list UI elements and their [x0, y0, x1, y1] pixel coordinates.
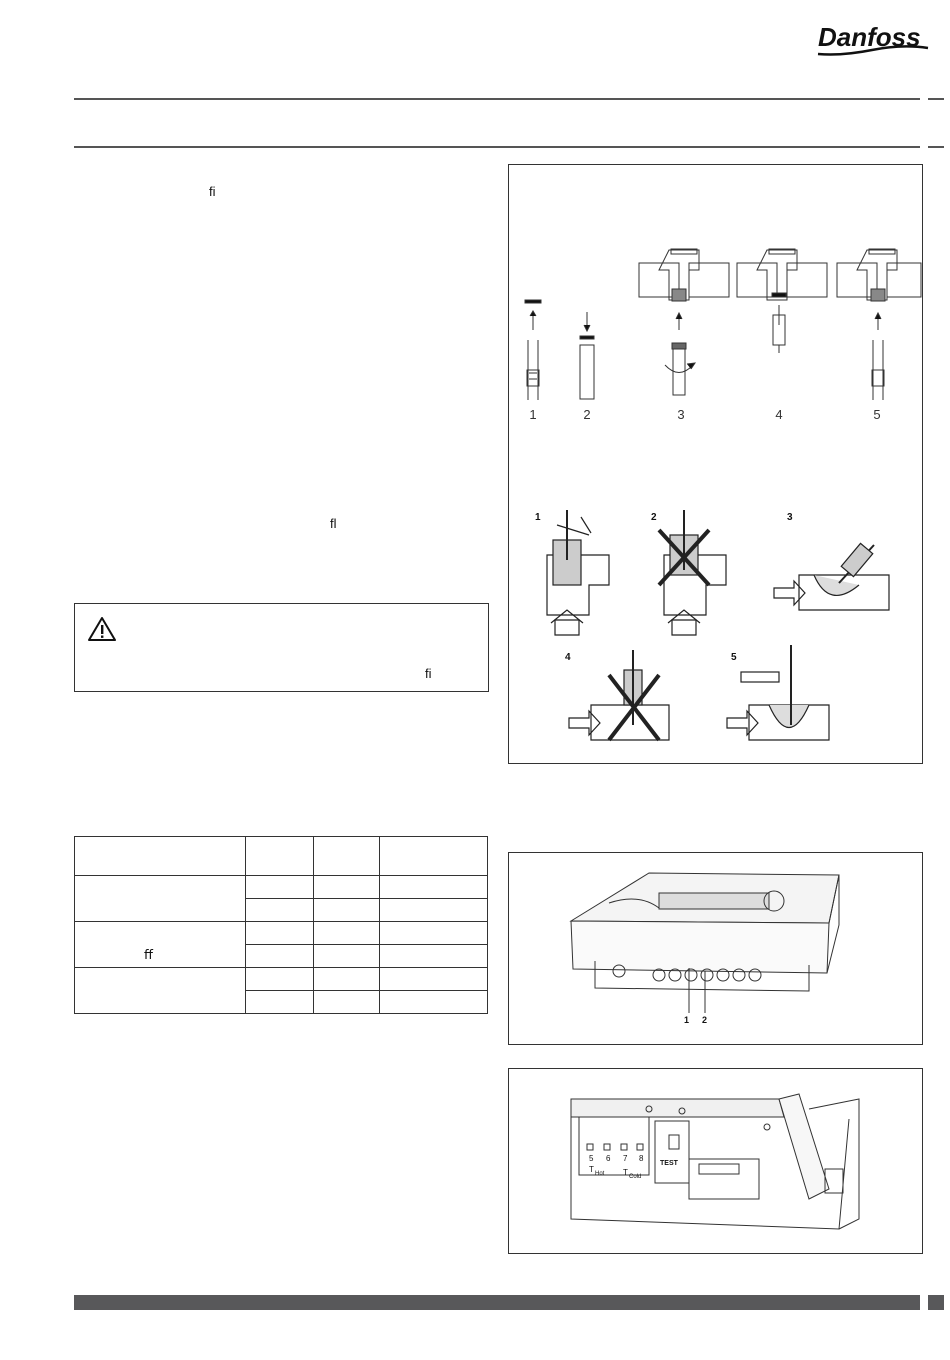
position-label: 3	[787, 512, 793, 523]
warning-triangle-icon	[87, 616, 117, 642]
label-t-hot-sub: Hot	[595, 1171, 605, 1177]
sensor-installation-drawing	[509, 165, 922, 763]
figure-sensor-installation	[508, 164, 923, 764]
warning-box	[74, 603, 489, 692]
figure-terminal-block	[508, 1068, 923, 1254]
step-label: 1	[529, 407, 537, 422]
header-rule-top-tab	[928, 98, 944, 100]
step-label: 3	[677, 407, 685, 422]
step-label: 4	[775, 407, 783, 422]
meter-callout: 1	[684, 1015, 690, 1025]
meter-housing-drawing	[509, 853, 922, 1044]
terminal-number: 7	[623, 1154, 628, 1163]
header-rule-top	[74, 98, 920, 100]
label-t-cold-sub: Cold	[629, 1174, 642, 1180]
ligature-fi: ﬁ	[209, 184, 216, 199]
test-switch-label: TEST	[660, 1160, 678, 1167]
warning-ligature-fi: ﬁ	[425, 666, 432, 681]
danfoss-logo	[812, 14, 932, 64]
footer-bar	[74, 1295, 920, 1310]
header-rule-bottom	[74, 146, 920, 148]
footer-page-tab	[928, 1295, 944, 1310]
brand-name: Danfoss	[818, 22, 921, 52]
step-label: 5	[873, 407, 881, 422]
spec-table	[74, 836, 488, 1014]
step-label: 2	[583, 407, 591, 422]
label-t-cold: T	[623, 1168, 628, 1177]
terminal-number: 6	[606, 1154, 611, 1163]
meter-callout: 2	[702, 1015, 708, 1025]
header-rule-bottom-tab	[928, 146, 944, 148]
position-label: 4	[565, 652, 571, 663]
figure-meter-housing	[508, 852, 923, 1045]
position-label: 1	[535, 512, 541, 523]
terminal-block-drawing	[509, 1069, 922, 1253]
table-ligature-ff: ﬀ	[144, 947, 153, 962]
ligature-fl: ﬂ	[330, 516, 337, 531]
label-t-hot: T	[589, 1165, 594, 1174]
terminal-number: 5	[589, 1154, 594, 1163]
position-label: 2	[651, 512, 657, 523]
terminal-number: 8	[639, 1154, 644, 1163]
position-label: 5	[731, 652, 737, 663]
